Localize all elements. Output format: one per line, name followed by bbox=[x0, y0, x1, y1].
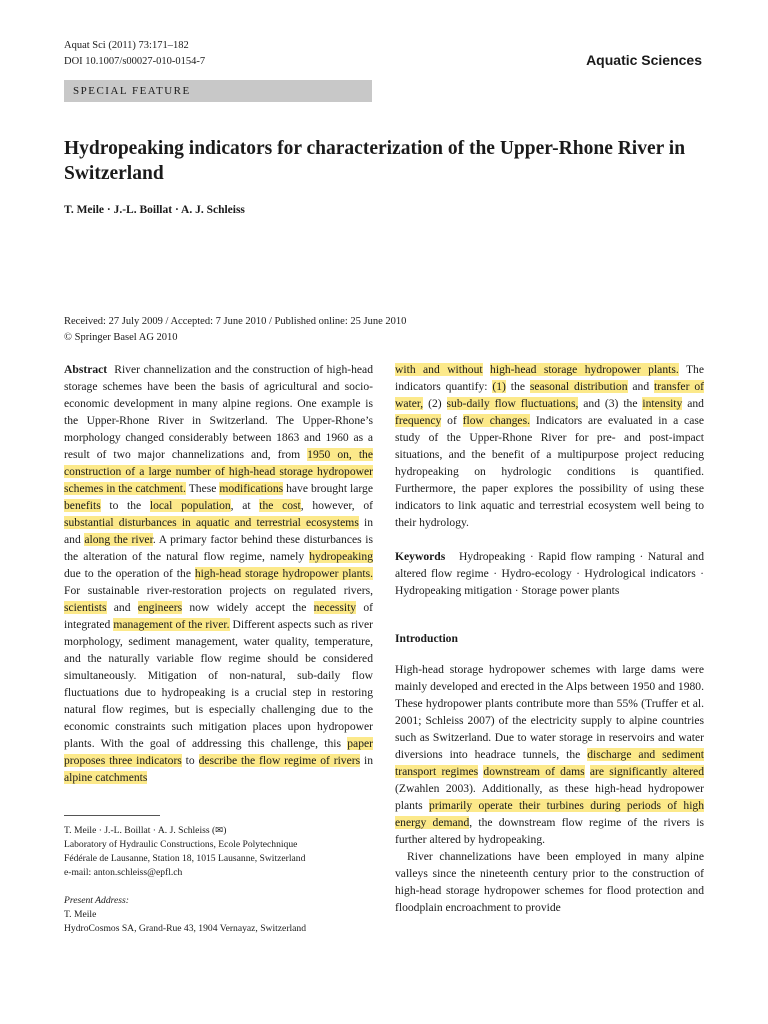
journal-name: Aquatic Sciences bbox=[586, 52, 702, 68]
author-footnote bbox=[64, 824, 373, 936]
present-address: HydroCosmos SA, Grand-Rue 43, 1904 Vernayaz, Switzerland bbox=[64, 923, 307, 934]
footnote-lab: Laboratory of Hydraulic Constructions, Ecole Polytechnique bbox=[64, 839, 298, 850]
keywords-text: Hydropeaking · Rapid flow ramping · Natural and altered flow regime · Hydro-ecology · Hydrological indicators · Hydropeaking mitigation · Storage power plants bbox=[395, 550, 704, 597]
highlight[interactable]: along the river bbox=[84, 533, 153, 546]
citation-link[interactable]: 2003 bbox=[445, 782, 470, 795]
citation-link[interactable]: 2007 bbox=[467, 714, 491, 727]
abstract-label: Abstract bbox=[64, 363, 108, 376]
received-line: Received: 27 July 2009 / Accepted: 7 June 2010 / Published online: 25 June 2010 bbox=[64, 316, 407, 327]
citation: Aquat Sci (2011) 73:171–182 bbox=[64, 40, 189, 51]
highlight[interactable]: substantial disturbances in aquatic and terrestrial ecosystems bbox=[64, 516, 359, 529]
highlight[interactable]: alpine catchments bbox=[64, 771, 148, 784]
present-address-name: T. Meile bbox=[64, 909, 97, 920]
highlight[interactable]: discharge and sediment transport regimes bbox=[395, 748, 704, 778]
highlight[interactable]: with and without bbox=[395, 363, 483, 376]
highlight[interactable]: intensity bbox=[642, 397, 683, 410]
footnote-email[interactable]: e-mail: anton.schleiss@epfl.ch bbox=[64, 867, 183, 878]
highlight[interactable]: sub-daily flow fluctuations, bbox=[446, 397, 579, 410]
footnote-address: Fédérale de Lausanne, Station 18, 1015 Lausanne, Switzerland bbox=[64, 853, 306, 864]
keywords-label: Keywords bbox=[395, 550, 446, 563]
highlight[interactable]: frequency bbox=[395, 414, 442, 427]
highlight[interactable]: seasonal distribution bbox=[529, 380, 628, 393]
publication-dates bbox=[64, 314, 406, 346]
highlight[interactable]: modifications bbox=[219, 482, 284, 495]
copyright-line: © Springer Basel AG 2010 bbox=[64, 332, 178, 343]
right-column bbox=[395, 361, 704, 916]
highlight[interactable]: hydropeaking bbox=[309, 550, 373, 563]
running-header bbox=[64, 38, 205, 70]
highlight[interactable]: benefits bbox=[64, 499, 101, 512]
intro-paragraph: River channelizations have been employed in many alpine valleys since the nineteenth century prior to the construction of high-head storage hydropower schemes for flood protection and floodplain encroachment to provide bbox=[395, 850, 704, 914]
highlight[interactable]: local population bbox=[149, 499, 231, 512]
section-heading-introduction: Introduction bbox=[395, 632, 458, 645]
highlight[interactable]: paper proposes three indicators bbox=[64, 737, 373, 767]
paper-title: Hydropeaking indicators for characterization of the Upper-Rhone River in Switzerland bbox=[64, 138, 686, 184]
citation-link[interactable]: 2001 bbox=[395, 714, 419, 727]
highlight[interactable]: necessity bbox=[313, 601, 357, 614]
keywords bbox=[395, 548, 704, 599]
highlight[interactable]: flow changes. bbox=[462, 414, 530, 427]
highlight[interactable]: high-head storage hydropower plants. bbox=[194, 567, 373, 580]
highlight[interactable]: (1) bbox=[492, 380, 506, 393]
abstract: Abstract River channelization and the construction of high-head storage schemes have been the basis of agricultural and socio-economic development in many alpine regions. One example is the Upper-Rhone River in Switzerland. The Upper-Rhone’s morphology changed considerably between 1863 and 1960 as a result of two major channelizations and, from 1950 on, the construction of a large number of high-head storage hydropower schemes in the catchment. These modifications have brought large benefits to the local population, at the cost, however, of substantial disturbances in aquatic and terrestrial ecosystems in and along the river. A primary factor behind these disturbances is the alteration of the natural flow regime, namely hydropeaking due to the operation of the high-head storage hydropower plants. For sustainable river-restoration projects on regulated rivers, scientists and engineers now widely accept the necessity of integrated management of the river. Different aspects such as river morphology, sediment management, water quality, temperature, and the naturally variable flow regime should be considered simultaneously. Mitigation of non-natural, sub-daily flow fluctuations due to hydropeaking is a crucial step in restoring natural flow regimes, but is especially challenging due to the economic constraints such mitigation places upon hydropower plants. With the goal of addressing this challenge, this paper proposes three indicators to describe the flow regime of rivers in alpine catchments bbox=[64, 363, 374, 784]
left-column bbox=[64, 361, 373, 786]
section-banner: SPECIAL FEATURE bbox=[64, 80, 372, 102]
highlight[interactable]: management of the river. bbox=[113, 618, 230, 631]
footnote-authors: T. Meile · J.-L. Boillat · A. J. Schleiss (✉) bbox=[64, 825, 227, 836]
abstract-continued: with and without high-head storage hydropower plants. The indicators quantify: (1) the seasonal distribution and transfer of water, (2) sub-daily flow fluctuations, and (3) the intensity and frequency of flow changes. Indicators are evaluated in a case study of the Upper-Rhone River for pre- and post-impact situations, and the benefit of a multipurpose project reducing hydropeaking on hydrologic conditions is quantified. Furthermore, the paper explores the possibility of using these indicators to link aquatic and terrestrial ecosystem well being to their hydrology. bbox=[395, 363, 704, 529]
doi[interactable]: DOI 10.1007/s00027-010-0154-7 bbox=[64, 56, 206, 67]
footnote-divider bbox=[64, 815, 160, 816]
highlight[interactable]: high-head storage hydropower plants. bbox=[490, 363, 679, 376]
highlight[interactable]: downstream of dams bbox=[483, 765, 585, 778]
highlight[interactable]: 1950 on, the construction of a large number of high-head storage hydropower schemes in the catchment. bbox=[64, 448, 373, 495]
author-list: T. Meile · J.-L. Boillat · A. J. Schleiss bbox=[64, 204, 245, 216]
present-address-label: Present Address: bbox=[64, 895, 129, 906]
highlight[interactable]: transfer of water, bbox=[395, 380, 704, 410]
highlight[interactable]: engineers bbox=[137, 601, 183, 614]
highlight[interactable]: are significantly altered bbox=[589, 765, 704, 778]
highlight[interactable]: scientists bbox=[64, 601, 107, 614]
highlight[interactable]: the cost bbox=[259, 499, 301, 512]
highlight[interactable]: primarily operate their turbines during periods of high energy demand bbox=[395, 799, 705, 829]
intro-paragraph: High-head storage hydropower schemes with large dams were mainly developed and erected in the Alps between 1950 and 1980. These hydropower plants contribute more than 55% (Truffer et al. 2001; Schleiss 2007) of the electricity supply to alpine countries such as Switzerland. Due to water storage in reservoirs and water diversions into headrace tunnels, the discharge and sediment transport regimes downstream of dams are significantly altered (Zwahlen 2003). Additionally, as these high-head hydropower plants primarily operate their turbines during periods of high energy demand, the downstream flow regime of the rivers is further altered by hydropeaking. bbox=[395, 663, 705, 846]
highlight[interactable]: describe the flow regime of rivers bbox=[198, 754, 361, 767]
